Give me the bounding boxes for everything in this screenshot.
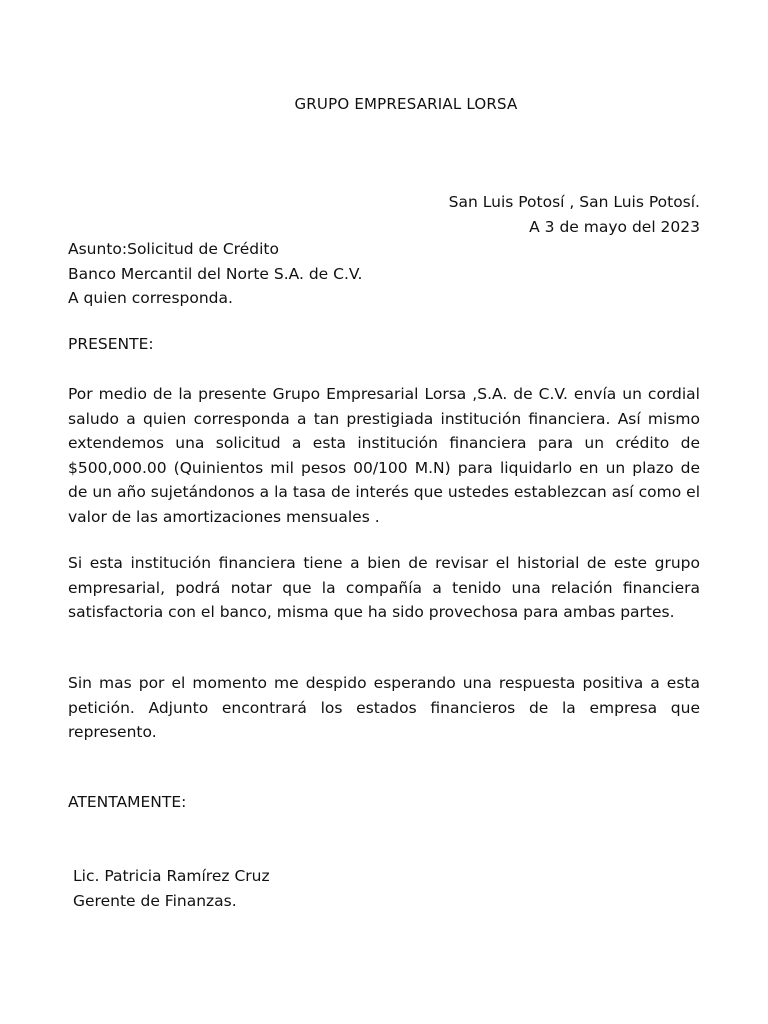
subject-line: Asunto:Solicitud de Crédito [68, 240, 279, 258]
place-date-block [449, 190, 700, 240]
body-paragraph-2: Si esta institución financiera tiene a bien de revisar el historial de este grupo empresarial, podrá notar que la compañía a tenido una relación financiera satisfactoria con el banco, misma que ha sido provechosa para ambas partes. [68, 554, 700, 621]
addressee-block [68, 237, 362, 311]
recipient-line: Banco Mercantil del Norte S.A. de C.V. [68, 264, 363, 283]
signature-block [73, 864, 270, 913]
company-title: GRUPO EMPRESARIAL LORSA [294, 95, 518, 113]
place-line: San Luis Potosí , San Luis Potosí. [448, 193, 700, 211]
signer-title: Gerente de Finanzas. [73, 891, 237, 910]
attention-line: A quien corresponda. [68, 289, 233, 307]
body-paragraph-1: Por medio de la presente Grupo Empresarial Lorsa ,S.A. de C.V. envía un cordial saludo a quien corresponda a tan prestigiada institución financiera. Así mismo extendemos una solicitud a esta institución financiera para un crédito de $500,000.00 (Quinientos mil pesos 00/100 M.N) para liquidarlo en un plazo de de un año sujetándonos a la tasa de interés que ustedes establezcan así como el valor de las amortizaciones mensuales . [68, 385, 700, 526]
signer-name: Lic. Patricia Ramírez Cruz [73, 867, 270, 885]
closing: ATENTAMENTE: [68, 793, 187, 811]
body-paragraph-3: Sin mas por el momento me despido esperando una respuesta positiva a esta petición. Adjunto encontrará los estados financieros de la empresa que represento. [68, 674, 700, 741]
greeting: PRESENTE: [68, 335, 154, 353]
date-line: A 3 de mayo del 2023 [529, 218, 700, 236]
